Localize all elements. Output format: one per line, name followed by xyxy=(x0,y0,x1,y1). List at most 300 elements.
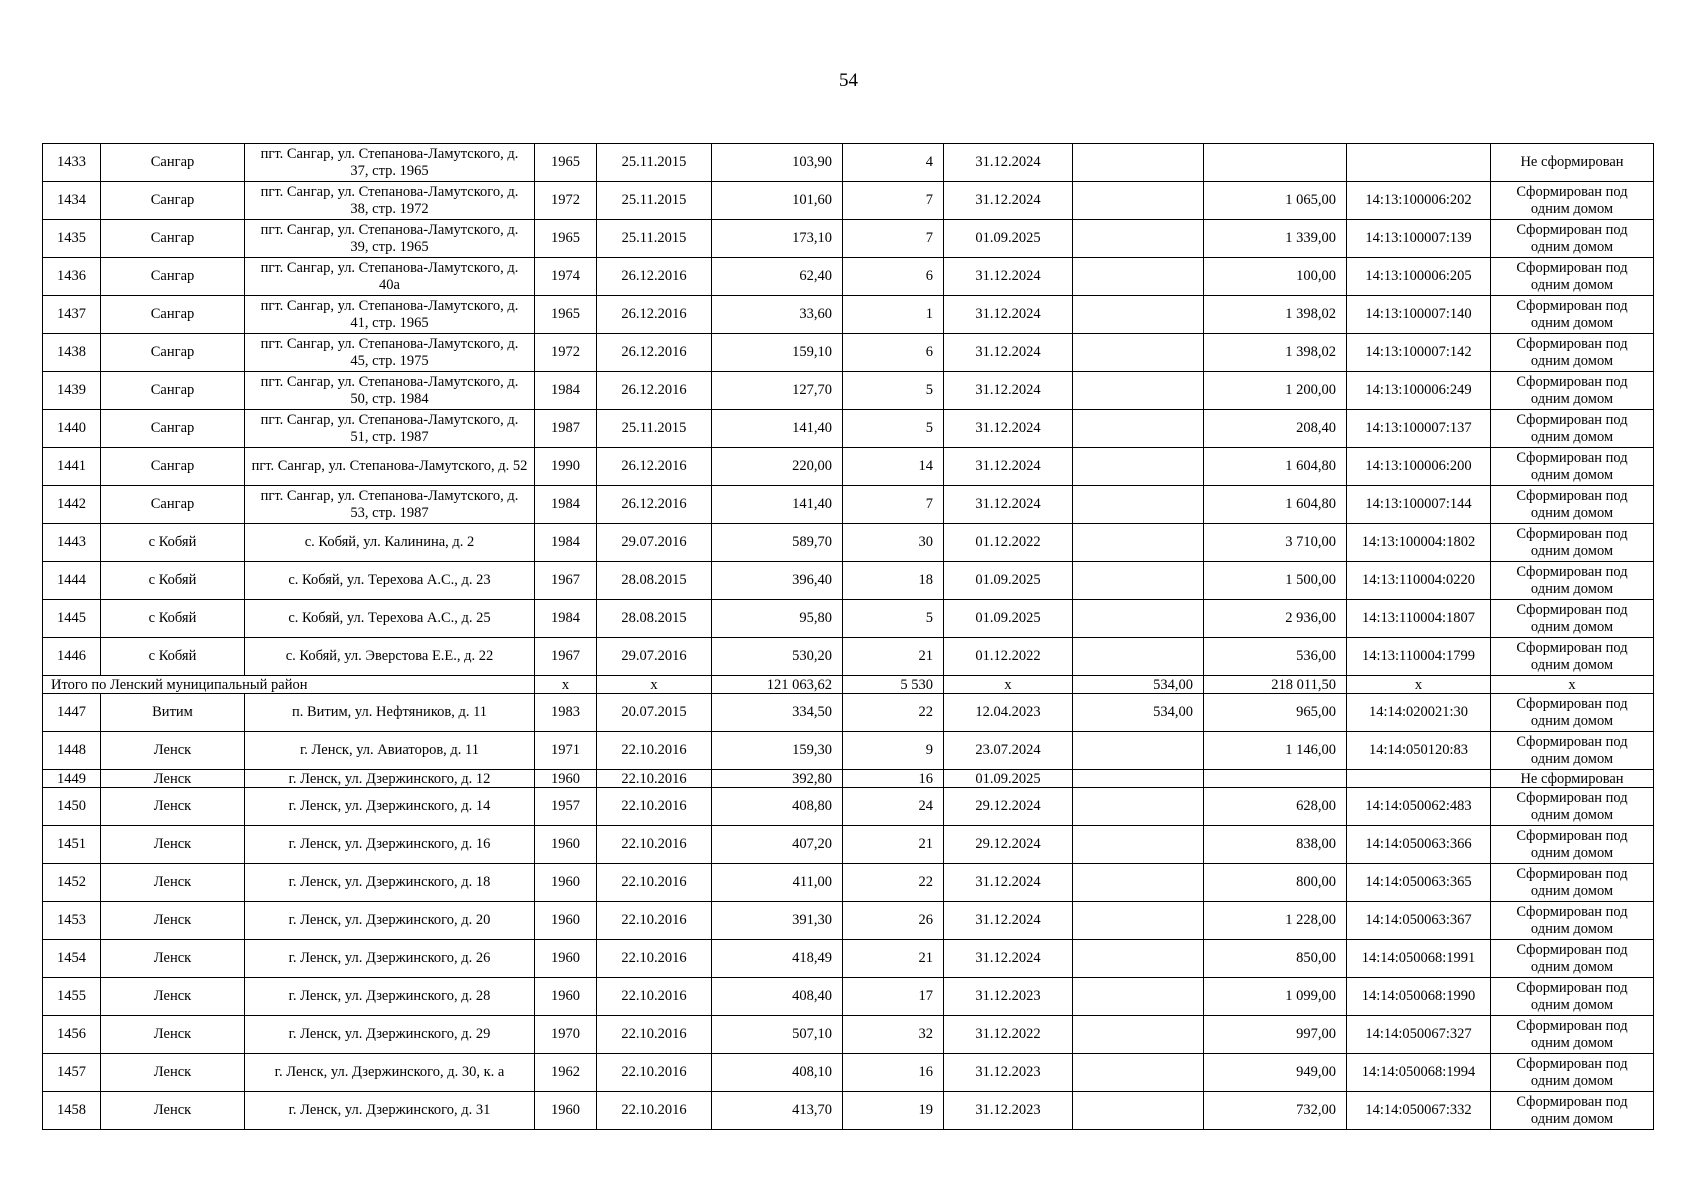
cell-year: 1984 xyxy=(535,600,597,638)
cell-date: 22.10.2016 xyxy=(597,788,712,826)
subtotal-label: Итого по Ленский муниципальный район xyxy=(43,676,535,694)
table-row xyxy=(43,486,1654,524)
cell-col10: 1 398,02 xyxy=(1204,334,1347,372)
cell-col9 xyxy=(1073,448,1204,486)
cell-locality: Ленск xyxy=(101,902,245,940)
cell-address: пгт. Сангар, ул. Степанова-Ламутского, д. 40а xyxy=(245,258,535,296)
cell-address: п. Витим, ул. Нефтяников, д. 11 xyxy=(245,694,535,732)
cell-address: пгт. Сангар, ул. Степанова-Ламутского, д. 37, стр. 1965 xyxy=(245,144,535,182)
cell-date: 25.11.2015 xyxy=(597,182,712,220)
cell-status: Сформирован под одним домом xyxy=(1491,902,1654,940)
cell-residents: 17 xyxy=(843,978,944,1016)
cell-cadastral: 14:14:050067:332 xyxy=(1347,1092,1491,1130)
cell-locality: Сангар xyxy=(101,182,245,220)
cell-date: 22.10.2016 xyxy=(597,1054,712,1092)
cell-locality: Сангар xyxy=(101,296,245,334)
cell-deadline: 31.12.2023 xyxy=(944,1092,1073,1130)
cell-cadastral: 14:13:110004:1807 xyxy=(1347,600,1491,638)
cell-area: 173,10 xyxy=(712,220,843,258)
cell-number: 1443 xyxy=(43,524,101,562)
cell-status: Сформирован под одним домом xyxy=(1491,826,1654,864)
cell-locality: Сангар xyxy=(101,410,245,448)
cell-col10: 949,00 xyxy=(1204,1054,1347,1092)
cell-date: 22.10.2016 xyxy=(597,826,712,864)
cell-status: Сформирован под одним домом xyxy=(1491,864,1654,902)
cell-residents: 6 xyxy=(843,258,944,296)
cell-area: 334,50 xyxy=(712,694,843,732)
cell-area: 141,40 xyxy=(712,486,843,524)
subtotal-residents: 5 530 xyxy=(843,676,944,694)
cell-number: 1456 xyxy=(43,1016,101,1054)
cell-year: 1983 xyxy=(535,694,597,732)
cell-deadline: 31.12.2024 xyxy=(944,864,1073,902)
housing-register-table xyxy=(42,143,1654,1130)
cell-status: Сформирован под одним домом xyxy=(1491,220,1654,258)
cell-col10: 1 228,00 xyxy=(1204,902,1347,940)
cell-col10: 628,00 xyxy=(1204,788,1347,826)
cell-date: 26.12.2016 xyxy=(597,448,712,486)
cell-year: 1965 xyxy=(535,220,597,258)
cell-date: 25.11.2015 xyxy=(597,220,712,258)
cell-residents: 18 xyxy=(843,562,944,600)
cell-year: 1974 xyxy=(535,258,597,296)
cell-residents: 14 xyxy=(843,448,944,486)
cell-area: 141,40 xyxy=(712,410,843,448)
cell-residents: 7 xyxy=(843,182,944,220)
cell-col10: 1 065,00 xyxy=(1204,182,1347,220)
cell-address: пгт. Сангар, ул. Степанова-Ламутского, д. 38, стр. 1972 xyxy=(245,182,535,220)
subtotal-date: х xyxy=(597,676,712,694)
cell-status: Сформирован под одним домом xyxy=(1491,334,1654,372)
cell-residents: 16 xyxy=(843,770,944,788)
cell-number: 1444 xyxy=(43,562,101,600)
cell-col10: 838,00 xyxy=(1204,826,1347,864)
cell-deadline: 31.12.2024 xyxy=(944,410,1073,448)
table-body-bottom xyxy=(43,694,1654,1130)
cell-residents: 22 xyxy=(843,864,944,902)
cell-status: Сформирован под одним домом xyxy=(1491,296,1654,334)
cell-year: 1967 xyxy=(535,638,597,676)
cell-deadline: 31.12.2024 xyxy=(944,902,1073,940)
cell-col10: 1 500,00 xyxy=(1204,562,1347,600)
cell-col9 xyxy=(1073,144,1204,182)
cell-number: 1453 xyxy=(43,902,101,940)
cell-residents: 21 xyxy=(843,826,944,864)
cell-residents: 21 xyxy=(843,638,944,676)
cell-col10: 3 710,00 xyxy=(1204,524,1347,562)
cell-date: 22.10.2016 xyxy=(597,978,712,1016)
cell-year: 1960 xyxy=(535,770,597,788)
table-row xyxy=(43,940,1654,978)
cell-status: Сформирован под одним домом xyxy=(1491,978,1654,1016)
cell-address: с. Кобяй, ул. Терехова А.С., д. 23 xyxy=(245,562,535,600)
cell-col9 xyxy=(1073,220,1204,258)
cell-area: 411,00 xyxy=(712,864,843,902)
table-row xyxy=(43,448,1654,486)
cell-deadline: 01.09.2025 xyxy=(944,600,1073,638)
cell-date: 29.07.2016 xyxy=(597,638,712,676)
cell-year: 1960 xyxy=(535,978,597,1016)
cell-locality: Сангар xyxy=(101,448,245,486)
cell-col9 xyxy=(1073,978,1204,1016)
cell-cadastral: 14:13:100007:144 xyxy=(1347,486,1491,524)
cell-cadastral: 14:13:110004:0220 xyxy=(1347,562,1491,600)
cell-deadline: 29.12.2024 xyxy=(944,826,1073,864)
cell-date: 22.10.2016 xyxy=(597,864,712,902)
cell-deadline: 12.04.2023 xyxy=(944,694,1073,732)
cell-date: 26.12.2016 xyxy=(597,372,712,410)
cell-status: Сформирован под одним домом xyxy=(1491,788,1654,826)
cell-deadline: 31.12.2024 xyxy=(944,182,1073,220)
cell-residents: 19 xyxy=(843,1092,944,1130)
cell-deadline: 01.12.2022 xyxy=(944,524,1073,562)
cell-locality: с Кобяй xyxy=(101,638,245,676)
cell-cadastral: 14:14:050120:83 xyxy=(1347,732,1491,770)
cell-area: 407,20 xyxy=(712,826,843,864)
cell-year: 1965 xyxy=(535,296,597,334)
cell-address: с. Кобяй, ул. Терехова А.С., д. 25 xyxy=(245,600,535,638)
cell-locality: Ленск xyxy=(101,732,245,770)
cell-col9 xyxy=(1073,864,1204,902)
table-row xyxy=(43,182,1654,220)
cell-col10: 1 146,00 xyxy=(1204,732,1347,770)
table-row xyxy=(43,296,1654,334)
cell-deadline: 23.07.2024 xyxy=(944,732,1073,770)
cell-status: Сформирован под одним домом xyxy=(1491,182,1654,220)
cell-area: 408,40 xyxy=(712,978,843,1016)
cell-col10: 100,00 xyxy=(1204,258,1347,296)
cell-residents: 4 xyxy=(843,144,944,182)
cell-col9 xyxy=(1073,486,1204,524)
cell-cadastral: 14:13:100007:140 xyxy=(1347,296,1491,334)
cell-area: 62,40 xyxy=(712,258,843,296)
cell-deadline: 31.12.2023 xyxy=(944,1054,1073,1092)
cell-locality: Сангар xyxy=(101,144,245,182)
cell-status: Сформирован под одним домом xyxy=(1491,448,1654,486)
cell-status: Сформирован под одним домом xyxy=(1491,1016,1654,1054)
cell-date: 22.10.2016 xyxy=(597,1092,712,1130)
cell-date: 20.07.2015 xyxy=(597,694,712,732)
cell-locality: с Кобяй xyxy=(101,562,245,600)
table-row xyxy=(43,258,1654,296)
table-row xyxy=(43,864,1654,902)
cell-cadastral: 14:13:100007:137 xyxy=(1347,410,1491,448)
cell-col10: 208,40 xyxy=(1204,410,1347,448)
cell-cadastral: 14:14:050063:366 xyxy=(1347,826,1491,864)
cell-area: 391,30 xyxy=(712,902,843,940)
cell-date: 22.10.2016 xyxy=(597,902,712,940)
cell-col10: 1 398,02 xyxy=(1204,296,1347,334)
cell-date: 22.10.2016 xyxy=(597,732,712,770)
cell-col9: 534,00 xyxy=(1073,694,1204,732)
cell-cadastral xyxy=(1347,770,1491,788)
cell-status: Сформирован под одним домом xyxy=(1491,562,1654,600)
table-row xyxy=(43,1054,1654,1092)
table-body-subtotal xyxy=(43,676,1654,694)
cell-deadline: 01.12.2022 xyxy=(944,638,1073,676)
table-row xyxy=(43,826,1654,864)
table-row xyxy=(43,978,1654,1016)
cell-col9 xyxy=(1073,562,1204,600)
cell-status: Не сформирован xyxy=(1491,144,1654,182)
cell-number: 1449 xyxy=(43,770,101,788)
cell-residents: 6 xyxy=(843,334,944,372)
cell-residents: 30 xyxy=(843,524,944,562)
cell-address: г. Ленск, ул. Дзержинского, д. 18 xyxy=(245,864,535,902)
cell-cadastral: 14:14:050068:1991 xyxy=(1347,940,1491,978)
cell-area: 103,90 xyxy=(712,144,843,182)
cell-year: 1960 xyxy=(535,826,597,864)
cell-col9 xyxy=(1073,410,1204,448)
cell-date: 26.12.2016 xyxy=(597,296,712,334)
cell-col10: 1 604,80 xyxy=(1204,448,1347,486)
cell-deadline: 01.09.2025 xyxy=(944,770,1073,788)
cell-number: 1446 xyxy=(43,638,101,676)
cell-area: 507,10 xyxy=(712,1016,843,1054)
cell-locality: Ленск xyxy=(101,864,245,902)
cell-residents: 5 xyxy=(843,600,944,638)
cell-deadline: 01.09.2025 xyxy=(944,220,1073,258)
cell-cadastral: 14:13:100006:200 xyxy=(1347,448,1491,486)
cell-locality: Сангар xyxy=(101,220,245,258)
cell-deadline: 31.12.2024 xyxy=(944,258,1073,296)
cell-number: 1454 xyxy=(43,940,101,978)
cell-year: 1962 xyxy=(535,1054,597,1092)
cell-status: Сформирован под одним домом xyxy=(1491,1092,1654,1130)
cell-address: г. Ленск, ул. Дзержинского, д. 28 xyxy=(245,978,535,1016)
cell-cadastral: 14:14:050068:1990 xyxy=(1347,978,1491,1016)
cell-number: 1445 xyxy=(43,600,101,638)
cell-col10: 850,00 xyxy=(1204,940,1347,978)
cell-address: с. Кобяй, ул. Эверстова Е.Е., д. 22 xyxy=(245,638,535,676)
cell-residents: 16 xyxy=(843,1054,944,1092)
table-row xyxy=(43,334,1654,372)
cell-col9 xyxy=(1073,826,1204,864)
cell-cadastral: 14:13:110004:1799 xyxy=(1347,638,1491,676)
cell-date: 26.12.2016 xyxy=(597,486,712,524)
page-number: 54 xyxy=(839,70,858,91)
cell-cadastral: 14:14:020021:30 xyxy=(1347,694,1491,732)
cell-area: 589,70 xyxy=(712,524,843,562)
cell-residents: 7 xyxy=(843,486,944,524)
cell-status: Сформирован под одним домом xyxy=(1491,372,1654,410)
cell-col10: 1 200,00 xyxy=(1204,372,1347,410)
cell-status: Сформирован под одним домом xyxy=(1491,1054,1654,1092)
cell-residents: 5 xyxy=(843,372,944,410)
cell-col10: 800,00 xyxy=(1204,864,1347,902)
cell-cadastral: 14:13:100004:1802 xyxy=(1347,524,1491,562)
cell-address: пгт. Сангар, ул. Степанова-Ламутского, д. 53, стр. 1987 xyxy=(245,486,535,524)
table-row xyxy=(43,562,1654,600)
cell-address: г. Ленск, ул. Авиаторов, д. 11 xyxy=(245,732,535,770)
cell-area: 413,70 xyxy=(712,1092,843,1130)
cell-area: 220,00 xyxy=(712,448,843,486)
cell-cadastral: 14:14:050067:327 xyxy=(1347,1016,1491,1054)
cell-residents: 7 xyxy=(843,220,944,258)
cell-cadastral: 14:14:050062:483 xyxy=(1347,788,1491,826)
cell-address: г. Ленск, ул. Дзержинского, д. 12 xyxy=(245,770,535,788)
cell-year: 1957 xyxy=(535,788,597,826)
cell-status: Сформирован под одним домом xyxy=(1491,410,1654,448)
cell-deadline: 31.12.2024 xyxy=(944,940,1073,978)
cell-col9 xyxy=(1073,940,1204,978)
cell-locality: Ленск xyxy=(101,770,245,788)
cell-number: 1442 xyxy=(43,486,101,524)
cell-deadline: 31.12.2022 xyxy=(944,1016,1073,1054)
cell-col9 xyxy=(1073,334,1204,372)
cell-number: 1433 xyxy=(43,144,101,182)
cell-locality: Ленск xyxy=(101,826,245,864)
cell-address: пгт. Сангар, ул. Степанова-Ламутского, д. 51, стр. 1987 xyxy=(245,410,535,448)
cell-area: 392,80 xyxy=(712,770,843,788)
cell-deadline: 31.12.2024 xyxy=(944,334,1073,372)
cell-year: 1972 xyxy=(535,182,597,220)
table-row xyxy=(43,524,1654,562)
cell-address: пгт. Сангар, ул. Степанова-Ламутского, д. 39, стр. 1965 xyxy=(245,220,535,258)
cell-year: 1971 xyxy=(535,732,597,770)
cell-residents: 26 xyxy=(843,902,944,940)
cell-date: 22.10.2016 xyxy=(597,940,712,978)
table-row xyxy=(43,694,1654,732)
subtotal-c9: 534,00 xyxy=(1073,676,1204,694)
cell-year: 1960 xyxy=(535,1092,597,1130)
table-row xyxy=(43,600,1654,638)
cell-area: 33,60 xyxy=(712,296,843,334)
table-row xyxy=(43,410,1654,448)
cell-address: г. Ленск, ул. Дзержинского, д. 16 xyxy=(245,826,535,864)
cell-residents: 24 xyxy=(843,788,944,826)
cell-year: 1984 xyxy=(535,486,597,524)
subtotal-cadastral: х xyxy=(1347,676,1491,694)
cell-locality: Сангар xyxy=(101,334,245,372)
cell-number: 1452 xyxy=(43,864,101,902)
cell-date: 25.11.2015 xyxy=(597,144,712,182)
cell-date: 25.11.2015 xyxy=(597,410,712,448)
cell-col9 xyxy=(1073,638,1204,676)
cell-locality: Ленск xyxy=(101,1054,245,1092)
cell-date: 28.08.2015 xyxy=(597,600,712,638)
cell-area: 396,40 xyxy=(712,562,843,600)
subtotal-status: х xyxy=(1491,676,1654,694)
cell-year: 1972 xyxy=(535,334,597,372)
table-body-top xyxy=(43,144,1654,676)
cell-locality: Сангар xyxy=(101,486,245,524)
cell-cadastral: 14:13:100007:142 xyxy=(1347,334,1491,372)
cell-number: 1448 xyxy=(43,732,101,770)
cell-residents: 21 xyxy=(843,940,944,978)
cell-number: 1439 xyxy=(43,372,101,410)
cell-locality: Ленск xyxy=(101,1092,245,1130)
subtotal-c10: 218 011,50 xyxy=(1204,676,1347,694)
cell-year: 1984 xyxy=(535,372,597,410)
cell-col9 xyxy=(1073,902,1204,940)
cell-cadastral: 14:14:050068:1994 xyxy=(1347,1054,1491,1092)
cell-residents: 32 xyxy=(843,1016,944,1054)
cell-col10: 1 604,80 xyxy=(1204,486,1347,524)
cell-year: 1960 xyxy=(535,864,597,902)
cell-deadline: 31.12.2024 xyxy=(944,448,1073,486)
cell-residents: 9 xyxy=(843,732,944,770)
table-row xyxy=(43,638,1654,676)
table-row xyxy=(43,770,1654,788)
cell-number: 1457 xyxy=(43,1054,101,1092)
cell-locality: с Кобяй xyxy=(101,524,245,562)
cell-year: 1984 xyxy=(535,524,597,562)
cell-col9 xyxy=(1073,788,1204,826)
cell-col9 xyxy=(1073,1016,1204,1054)
cell-number: 1455 xyxy=(43,978,101,1016)
cell-col9 xyxy=(1073,770,1204,788)
subtotal-row xyxy=(43,676,1654,694)
cell-number: 1440 xyxy=(43,410,101,448)
cell-year: 1987 xyxy=(535,410,597,448)
cell-year: 1960 xyxy=(535,902,597,940)
subtotal-deadline: х xyxy=(944,676,1073,694)
cell-address: пгт. Сангар, ул. Степанова-Ламутского, д. 41, стр. 1965 xyxy=(245,296,535,334)
cell-area: 159,30 xyxy=(712,732,843,770)
cell-area: 127,70 xyxy=(712,372,843,410)
cell-number: 1436 xyxy=(43,258,101,296)
cell-number: 1451 xyxy=(43,826,101,864)
cell-col9 xyxy=(1073,296,1204,334)
cell-address: г. Ленск, ул. Дзержинского, д. 26 xyxy=(245,940,535,978)
cell-locality: Сангар xyxy=(101,372,245,410)
cell-col10: 732,00 xyxy=(1204,1092,1347,1130)
cell-col10: 2 936,00 xyxy=(1204,600,1347,638)
cell-col9 xyxy=(1073,372,1204,410)
cell-year: 1965 xyxy=(535,144,597,182)
table-row xyxy=(43,902,1654,940)
cell-deadline: 29.12.2024 xyxy=(944,788,1073,826)
cell-status: Не сформирован xyxy=(1491,770,1654,788)
cell-status: Сформирован под одним домом xyxy=(1491,486,1654,524)
cell-year: 1990 xyxy=(535,448,597,486)
cell-number: 1450 xyxy=(43,788,101,826)
cell-date: 22.10.2016 xyxy=(597,1016,712,1054)
cell-cadastral: 14:14:050063:365 xyxy=(1347,864,1491,902)
cell-deadline: 01.09.2025 xyxy=(944,562,1073,600)
cell-col10 xyxy=(1204,144,1347,182)
cell-cadastral: 14:13:100006:249 xyxy=(1347,372,1491,410)
cell-area: 95,80 xyxy=(712,600,843,638)
cell-area: 159,10 xyxy=(712,334,843,372)
cell-col10: 536,00 xyxy=(1204,638,1347,676)
cell-address: с. Кобяй, ул. Калинина, д. 2 xyxy=(245,524,535,562)
cell-status: Сформирован под одним домом xyxy=(1491,694,1654,732)
cell-residents: 22 xyxy=(843,694,944,732)
cell-address: г. Ленск, ул. Дзержинского, д. 29 xyxy=(245,1016,535,1054)
cell-number: 1435 xyxy=(43,220,101,258)
cell-status: Сформирован под одним домом xyxy=(1491,258,1654,296)
cell-locality: Витим xyxy=(101,694,245,732)
subtotal-year: х xyxy=(535,676,597,694)
cell-address: пгт. Сангар, ул. Степанова-Ламутского, д. 50, стр. 1984 xyxy=(245,372,535,410)
cell-col10: 1 339,00 xyxy=(1204,220,1347,258)
cell-area: 408,80 xyxy=(712,788,843,826)
cell-number: 1447 xyxy=(43,694,101,732)
cell-residents: 1 xyxy=(843,296,944,334)
cell-status: Сформирован под одним домом xyxy=(1491,524,1654,562)
cell-deadline: 31.12.2024 xyxy=(944,144,1073,182)
cell-date: 22.10.2016 xyxy=(597,770,712,788)
cell-area: 408,10 xyxy=(712,1054,843,1092)
cell-year: 1967 xyxy=(535,562,597,600)
cell-col9 xyxy=(1073,1054,1204,1092)
cell-number: 1438 xyxy=(43,334,101,372)
cell-date: 28.08.2015 xyxy=(597,562,712,600)
cell-col10: 1 099,00 xyxy=(1204,978,1347,1016)
cell-col9 xyxy=(1073,600,1204,638)
